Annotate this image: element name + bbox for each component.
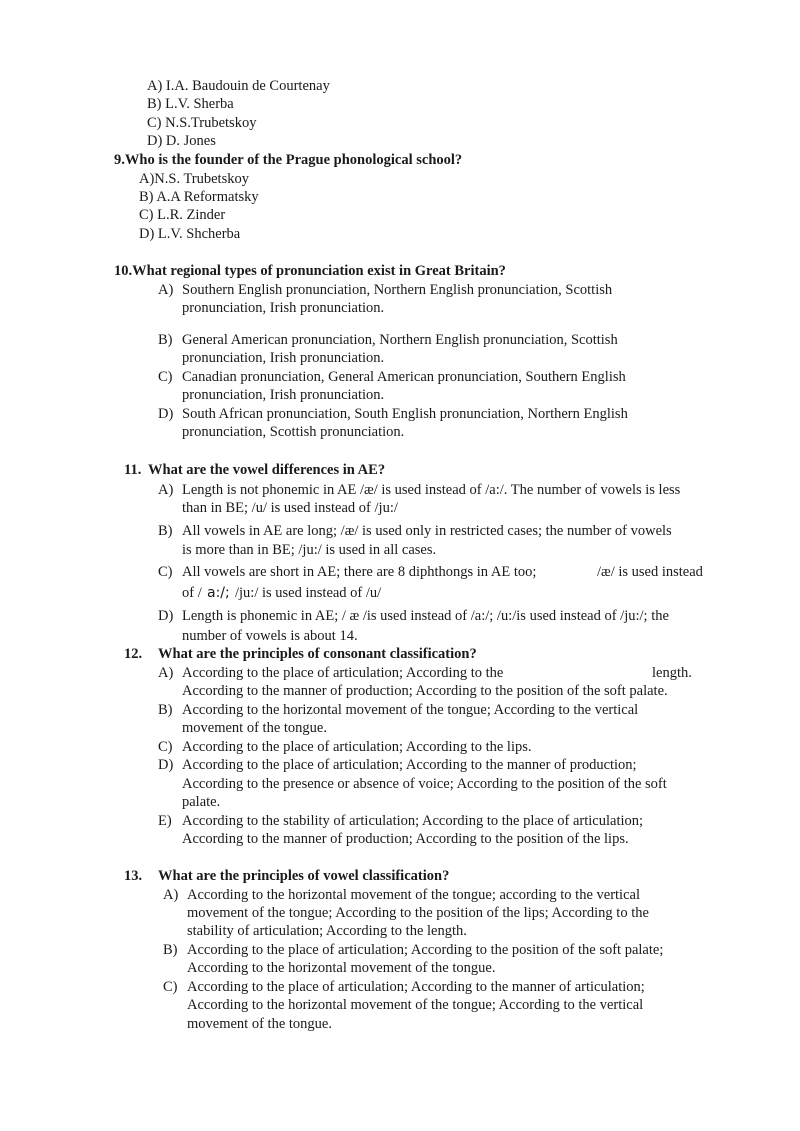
q12-option-d-line: According to the place of articulation; According to the manner of production; [182, 757, 637, 773]
q13-option-c-line: According to the place of articulation; According to the manner of articulation; [187, 979, 645, 995]
q10-option-d-letter: D) [158, 406, 174, 422]
q12-option-e-line: According to the manner of production; According to the position of the lips. [182, 831, 629, 847]
q11-option-c-line: All vowels are short in AE; there are 8 diphthongs in AE too; [182, 564, 537, 580]
q13-option-c-line: According to the horizontal movement of the tongue; According to the vertical [187, 997, 644, 1013]
q12-option-a-line: length. [652, 665, 692, 681]
q10-option-b-letter: B) [158, 332, 173, 348]
q12-option-c-letter: C) [158, 739, 173, 755]
q12-option-b-line: movement of the tongue. [182, 720, 327, 736]
q10-option-c-letter: C) [158, 369, 173, 385]
q12-question: What are the principles of consonant classification? [158, 646, 477, 662]
q10-option-a-line: Southern English pronunciation, Northern English pronunciation, Scottish [182, 282, 613, 298]
q12-option-c-line: According to the place of articulation; According to the lips. [182, 739, 532, 755]
q8-option-b: B) L.V. Sherba [147, 96, 234, 112]
q13-option-b-line: According to the horizontal movement of the tongue. [187, 960, 496, 976]
q13-option-a-line: stability of articulation; According to the length. [187, 923, 467, 939]
q11-option-b-letter: B) [158, 523, 173, 539]
q13-option-b-letter: B) [163, 942, 178, 958]
q13-question: What are the principles of vowel classification? [158, 868, 450, 884]
q9-question: 9.Who is the founder of the Prague phonological school? [114, 152, 463, 168]
q10-question: 10.What regional types of pronunciation exist in Great Britain? [114, 263, 506, 279]
q12-option-a-letter: A) [158, 665, 174, 681]
q11-option-b-line: All vowels in AE are long; /æ/ is used only in restricted cases; the number of vowels [182, 523, 672, 539]
q12-option-b-line: According to the horizontal movement of the tongue; According to the vertical [182, 702, 639, 718]
q10-option-c-line: Canadian pronunciation, General American pronunciation, Southern English [182, 369, 626, 385]
q11-option-d-line: Length is phonemic in AE; / æ /is used instead of /a:/; /u:/is used instead of /ju:/; the [182, 608, 669, 624]
q12-number: 12. [124, 646, 143, 662]
q11-number: 11. [124, 462, 142, 478]
q13-option-c-line: movement of the tongue. [187, 1016, 332, 1032]
q9-option-b: B) A.A Reformatsky [139, 189, 259, 205]
q9-option-d: D) L.V. Shcherba [139, 226, 241, 242]
q13-option-b-line: According to the place of articulation; According to the position of the soft palate; [187, 942, 664, 958]
q8-option-d: D) D. Jones [147, 133, 216, 149]
q12-option-d-letter: D) [158, 757, 174, 773]
q11-option-c-line-symbol: a:/; [207, 585, 230, 601]
q11-question: What are the vowel differences in AE? [148, 462, 386, 478]
q12-option-d-line: According to the presence or absence of voice; According to the position of the soft [182, 776, 667, 792]
q13-number: 13. [124, 868, 143, 884]
q8-option-c: C) N.S.Trubetskoy [147, 115, 257, 131]
q10-option-b-line: pronunciation, Irish pronunciation. [182, 350, 385, 366]
q9-option-c: C) L.R. Zinder [139, 207, 226, 223]
q12-option-a-line: According to the place of articulation; According to the [182, 665, 504, 681]
q13-option-a-letter: A) [163, 887, 179, 903]
q11-option-c-line: /ju:/ is used instead of /u/ [235, 585, 382, 601]
q11-option-c-line: /æ/ is used instead [597, 564, 703, 580]
q12-option-b-letter: B) [158, 702, 173, 718]
q13-option-a-line: movement of the tongue; According to the position of the lips; According to the [187, 905, 649, 921]
q12-option-a-line: According to the manner of production; According to the position of the soft palate. [182, 683, 668, 699]
q10-option-a-line: pronunciation, Irish pronunciation. [182, 300, 385, 316]
q10-option-c-line: pronunciation, Irish pronunciation. [182, 387, 385, 403]
q10-option-a-letter: A) [158, 282, 174, 298]
q11-option-a-letter: A) [158, 482, 174, 498]
q11-option-d-line: number of vowels is about 14. [182, 628, 358, 644]
q11-option-b-line: is more than in BE; /ju:/ is used in all cases. [182, 542, 437, 558]
q13-option-c-letter: C) [163, 979, 178, 995]
q11-option-d-letter: D) [158, 608, 174, 624]
q12-option-d-line: palate. [182, 794, 221, 810]
q11-option-a-line: than in BE; /u/ is used instead of /ju:/ [182, 500, 398, 516]
q12-option-e-line: According to the stability of articulation; According to the place of articulation; [182, 813, 644, 829]
q11-option-a-line: Length is not phonemic in AE /æ/ is used instead of /a:/. The number of vowels is less [182, 482, 681, 498]
q13-option-a-line: According to the horizontal movement of the tongue; according to the vertical [187, 887, 640, 903]
q11-option-c-line-prefix: of / [182, 585, 202, 601]
q8-option-a: A) I.A. Baudouin de Courtenay [147, 78, 330, 94]
q9-option-a: A)N.S. Trubetskoy [139, 171, 249, 187]
q12-option-e-letter: E) [158, 813, 172, 829]
q10-option-b-line: General American pronunciation, Northern English pronunciation, Scottish [182, 332, 618, 348]
q10-option-d-line: pronunciation, Scottish pronunciation. [182, 424, 405, 440]
q11-option-c-letter: C) [158, 564, 173, 580]
q10-option-d-line: South African pronunciation, South English pronunciation, Northern English [182, 406, 628, 422]
